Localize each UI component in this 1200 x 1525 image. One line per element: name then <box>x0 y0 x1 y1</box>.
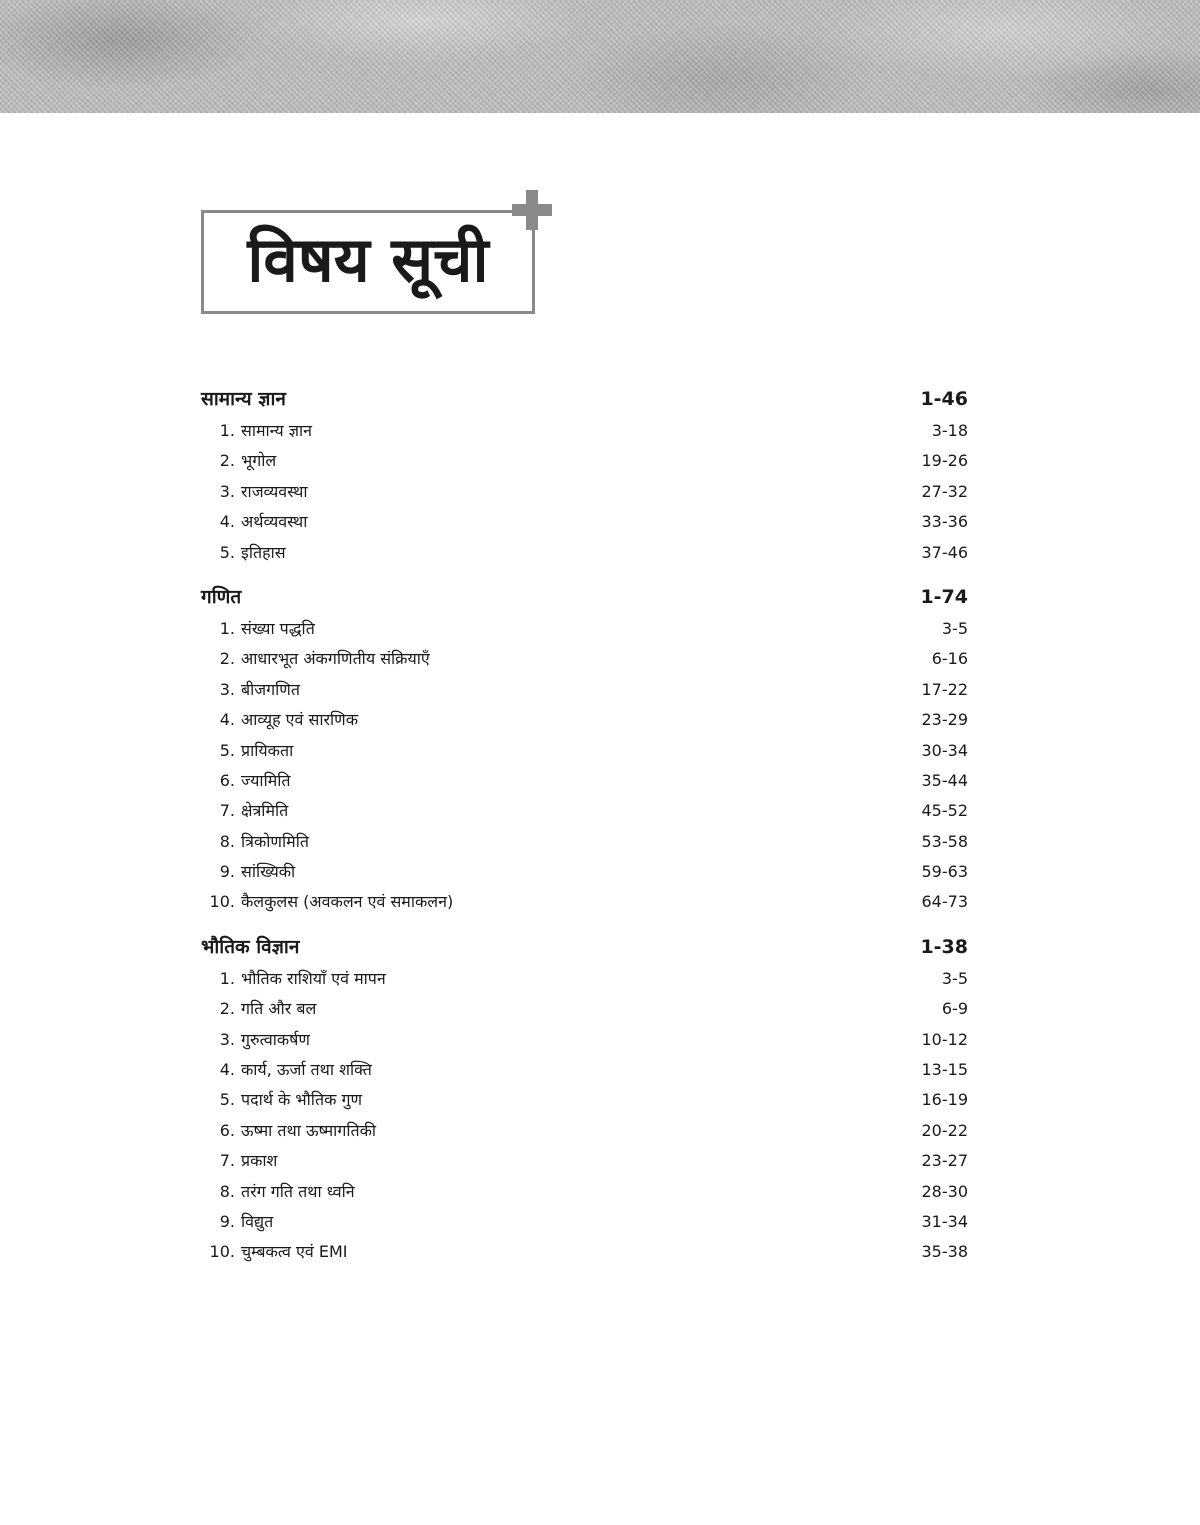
entry-label: चुम्बकत्व एवं EMI <box>241 1242 348 1262</box>
entry-page-range: 3-18 <box>931 421 968 440</box>
section-page-range: 1-46 <box>920 388 968 410</box>
toc-entry <box>201 799 968 829</box>
entry-page-range: 33-36 <box>921 512 968 532</box>
entry-page-range: 6-16 <box>931 649 968 669</box>
entry-page-range: 23-29 <box>921 710 968 730</box>
toc-entry <box>201 997 968 1027</box>
entry-page-range: 45-52 <box>921 801 968 821</box>
entry-label: प्रायिकता <box>241 740 294 760</box>
table-of-contents <box>201 385 968 1283</box>
entry-label: विद्युत <box>241 1211 274 1231</box>
entry-page-range: 35-44 <box>921 770 968 790</box>
entry-number: 3. <box>219 679 235 699</box>
section-heading <box>201 933 968 967</box>
toc-entry <box>201 890 968 920</box>
toc-section <box>201 583 968 921</box>
entry-label: ऊष्मा तथा ऊष्मागतिकी <box>241 1120 377 1140</box>
entry-label: संख्या पद्धति <box>241 618 315 638</box>
section-title: गणित <box>201 585 242 608</box>
title-box <box>201 210 535 314</box>
entry-number: 6. <box>219 770 235 790</box>
entry-page-range: 10-12 <box>921 1029 968 1049</box>
section-title: भौतिक विज्ञान <box>201 935 300 958</box>
toc-entry <box>201 967 968 997</box>
entry-number: 7. <box>219 801 235 821</box>
entry-label: आव्यूह एवं सारणिक <box>241 710 359 730</box>
entry-number: 7. <box>219 1151 235 1171</box>
entry-number: 4. <box>219 512 235 532</box>
toc-entry <box>201 739 968 769</box>
toc-section <box>201 933 968 1271</box>
entry-label: ज्यामिति <box>241 770 291 790</box>
entry-label: भौतिक राशियाँ एवं मापन <box>241 968 386 988</box>
entry-label: पदार्थ के भौतिक गुण <box>241 1090 363 1110</box>
entry-number: 10. <box>209 1242 235 1262</box>
entry-number: 9. <box>219 1211 235 1231</box>
entry-number: 8. <box>219 1181 235 1201</box>
entry-number: 1. <box>219 421 235 440</box>
entry-page-range: 30-34 <box>921 740 968 760</box>
entry-label: राजव्यवस्था <box>241 481 308 501</box>
toc-entry <box>201 678 968 708</box>
entry-label: कार्य, ऊर्जा तथा शक्ति <box>241 1060 372 1080</box>
toc-entry <box>201 480 968 510</box>
toc-entry <box>201 510 968 540</box>
toc-section <box>201 385 968 571</box>
entry-label: गुरुत्वाकर्षण <box>241 1029 310 1049</box>
page-title: विषय सूची <box>247 223 489 296</box>
entry-number: 5. <box>219 740 235 760</box>
toc-entry <box>201 769 968 799</box>
toc-entry <box>201 1180 968 1210</box>
entry-label: कैलकुलस (अवकलन एवं समाकलन) <box>241 892 454 912</box>
entry-number: 5. <box>219 542 235 562</box>
entry-page-range: 3-5 <box>941 968 968 988</box>
section-page-range: 1-74 <box>920 585 968 608</box>
entry-number: 4. <box>219 710 235 730</box>
entry-page-range: 28-30 <box>921 1181 968 1201</box>
entry-page-range: 17-22 <box>921 679 968 699</box>
entry-label: अर्थव्यवस्था <box>241 512 308 532</box>
toc-entry <box>201 647 968 677</box>
entry-label: भूगोल <box>241 451 277 471</box>
entry-number: 2. <box>219 649 235 669</box>
entry-number: 9. <box>219 862 235 882</box>
entry-label: सांख्यिकी <box>241 862 296 882</box>
entry-label: इतिहास <box>241 542 286 562</box>
entry-number: 4. <box>219 1060 235 1080</box>
toc-entry <box>201 1119 968 1149</box>
entry-page-range: 59-63 <box>921 862 968 882</box>
entry-number: 5. <box>219 1090 235 1110</box>
toc-entry <box>201 1149 968 1179</box>
entry-number: 8. <box>219 831 235 851</box>
entry-number: 1. <box>219 968 235 988</box>
plus-icon <box>512 190 552 230</box>
entry-page-range: 35-38 <box>921 1242 968 1262</box>
section-title: सामान्य ज्ञान <box>201 388 286 410</box>
entry-page-range: 53-58 <box>921 831 968 851</box>
toc-entry <box>201 1240 968 1270</box>
plus-icon-vertical-bar <box>526 190 538 230</box>
entry-label: तरंग गति तथा ध्वनि <box>241 1181 355 1201</box>
entry-label: गति और बल <box>241 999 317 1019</box>
toc-entry <box>201 419 968 449</box>
entry-label: प्रकाश <box>241 1151 278 1171</box>
entry-label: क्षेत्रमिति <box>241 801 289 821</box>
toc-entry <box>201 1088 968 1118</box>
entry-number: 2. <box>219 451 235 471</box>
entry-number: 6. <box>219 1120 235 1140</box>
toc-entry <box>201 617 968 647</box>
toc-entry <box>201 1058 968 1088</box>
entry-page-range: 31-34 <box>921 1211 968 1231</box>
toc-entry <box>201 860 968 890</box>
entry-page-range: 20-22 <box>921 1120 968 1140</box>
entry-number: 3. <box>219 1029 235 1049</box>
section-heading <box>201 583 968 617</box>
toc-entry <box>201 830 968 860</box>
entry-number: 3. <box>219 481 235 501</box>
entry-page-range: 16-19 <box>921 1090 968 1110</box>
entry-label: त्रिकोणमिति <box>241 831 309 851</box>
header-texture-band <box>0 0 1200 113</box>
entry-page-range: 64-73 <box>921 892 968 912</box>
entry-label: आधारभूत अंकगणितीय संक्रियाएँ <box>241 649 430 669</box>
entry-page-range: 27-32 <box>921 481 968 501</box>
entry-page-range: 3-5 <box>941 618 968 638</box>
entry-page-range: 23-27 <box>921 1151 968 1171</box>
entry-page-range: 6-9 <box>941 999 968 1019</box>
toc-entry <box>201 541 968 571</box>
entry-number: 10. <box>209 892 235 912</box>
toc-entry <box>201 1028 968 1058</box>
entry-page-range: 13-15 <box>921 1060 968 1080</box>
toc-entry <box>201 449 968 479</box>
entry-page-range: 37-46 <box>921 542 968 562</box>
entry-number: 1. <box>219 618 235 638</box>
entry-number: 2. <box>219 999 235 1019</box>
entry-label: बीजगणित <box>241 679 300 699</box>
toc-entry <box>201 708 968 738</box>
toc-entry <box>201 1210 968 1240</box>
section-heading <box>201 385 968 419</box>
entry-label: सामान्य ज्ञान <box>241 421 313 440</box>
entry-page-range: 19-26 <box>921 451 968 471</box>
section-page-range: 1-38 <box>920 935 968 958</box>
